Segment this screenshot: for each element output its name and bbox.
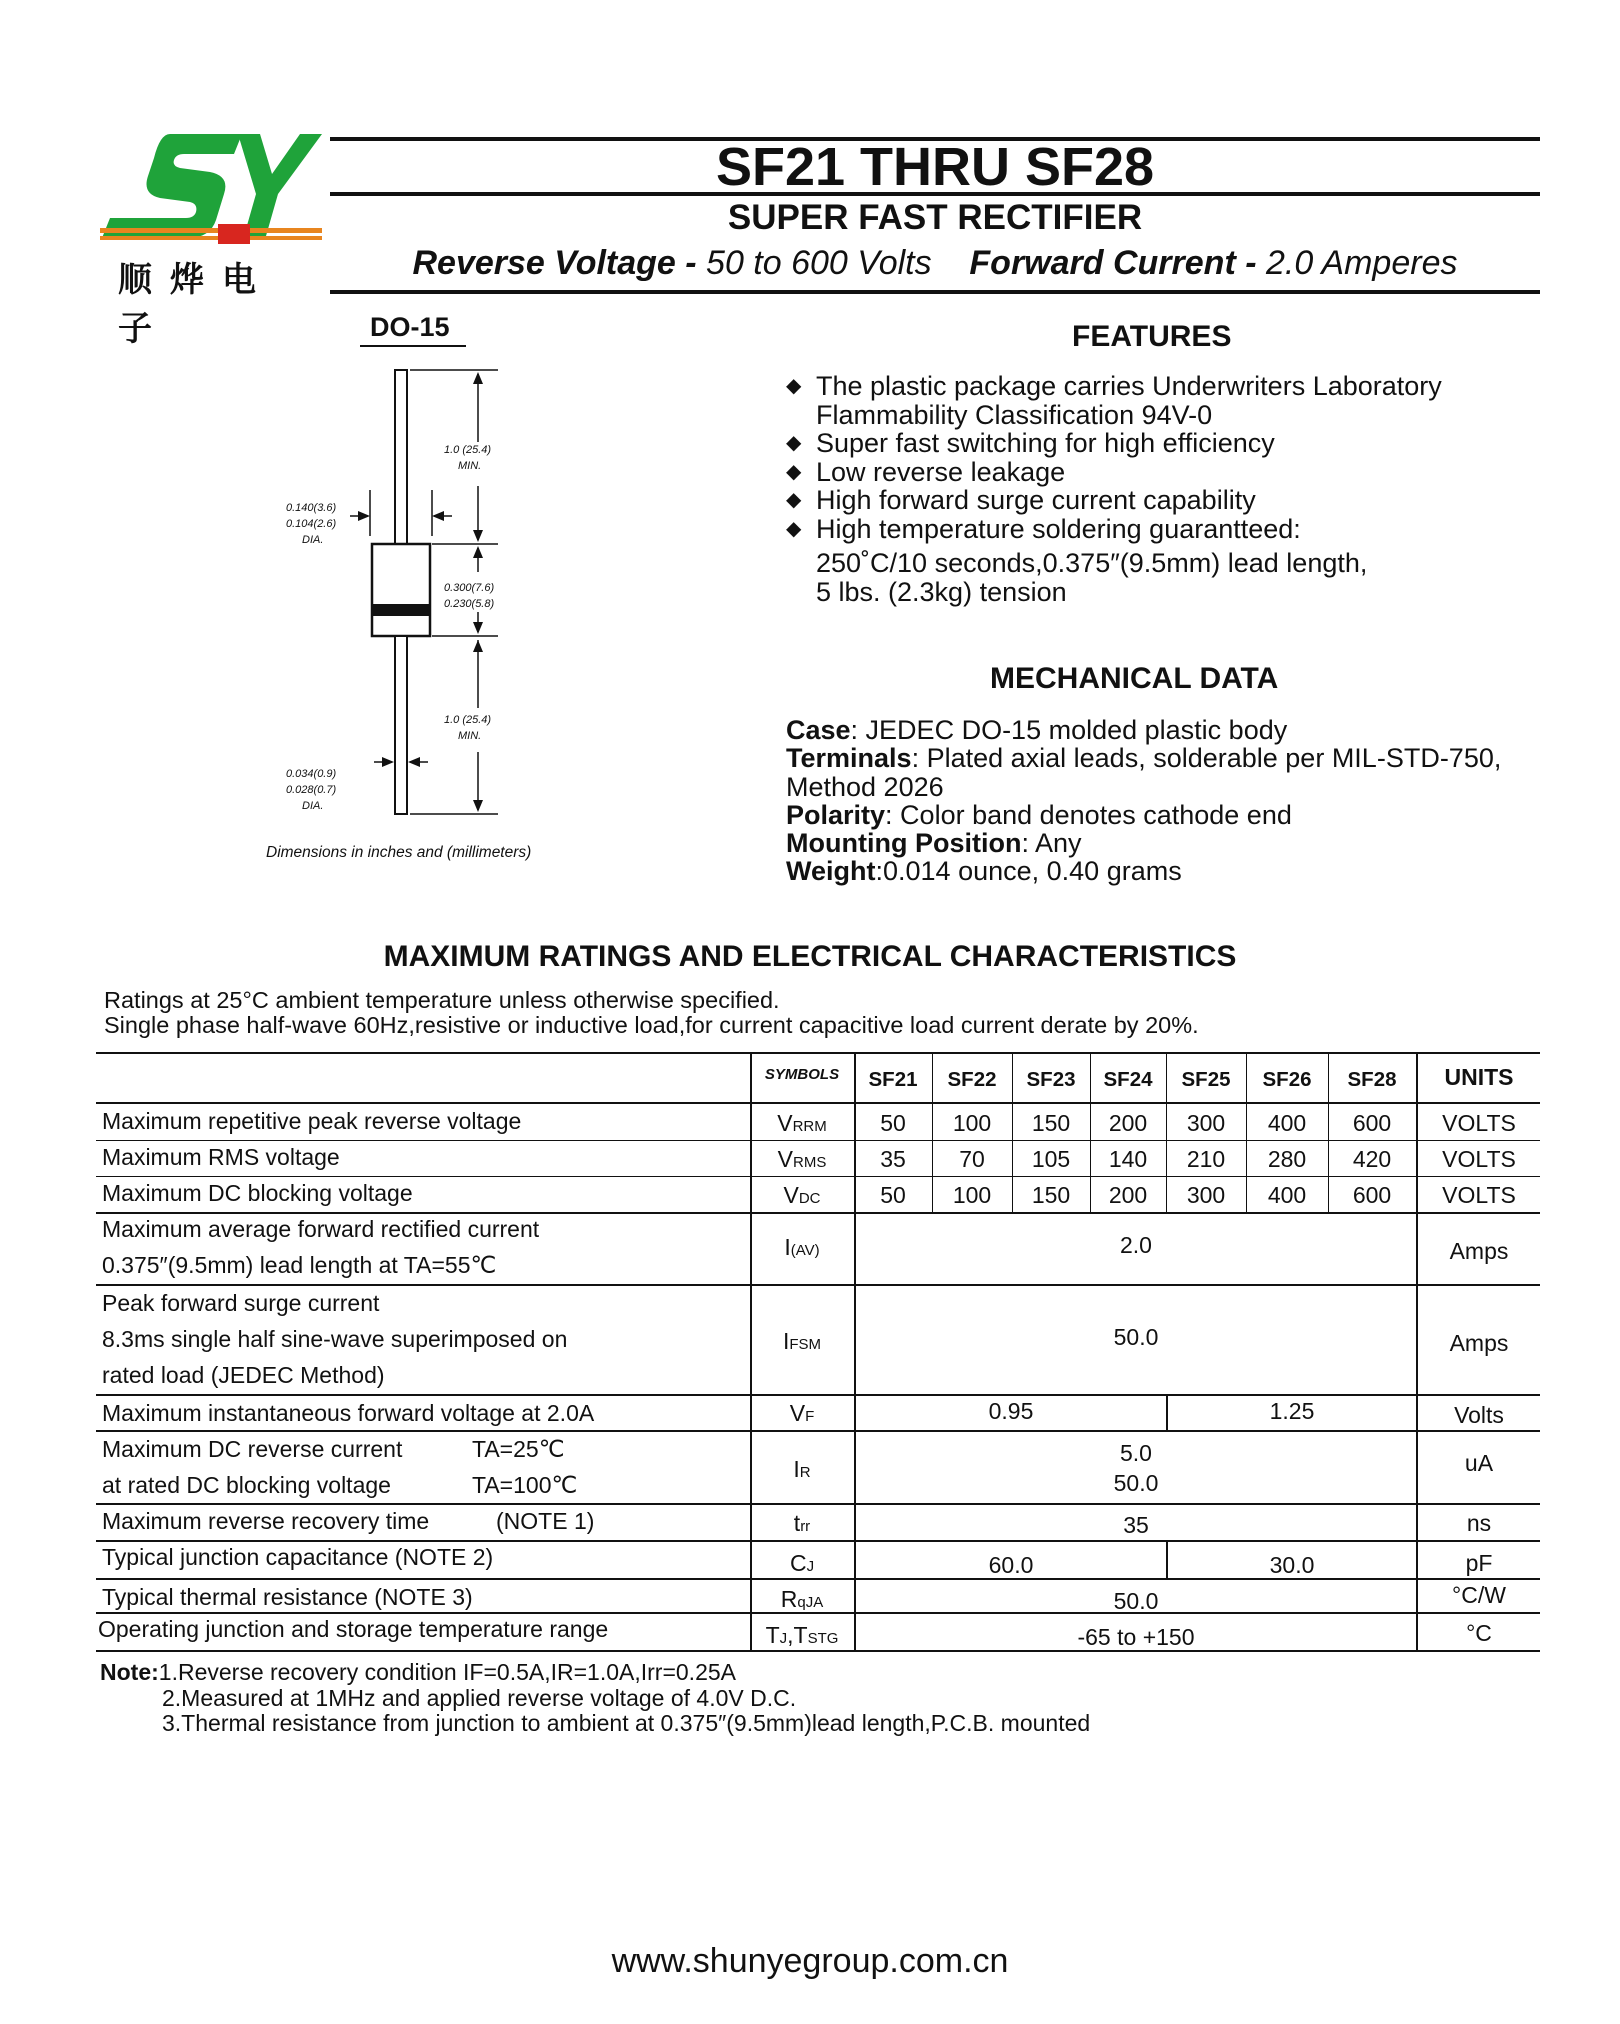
row-symbol: VF xyxy=(789,1400,815,1426)
forward-current-value: 2.0 Amperes xyxy=(1256,244,1458,282)
dim-body-len-max: 0.300(7.6) xyxy=(444,582,495,594)
dim-lead-bottom-min: MIN. xyxy=(458,730,482,742)
row-desc: Operating junction and storage temperature range xyxy=(98,1616,609,1642)
bullet-icon: ◆ xyxy=(786,432,802,454)
package-outline-diagram xyxy=(270,360,530,830)
unit-cell: uA xyxy=(1464,1450,1494,1476)
part-header: SF23 xyxy=(1026,1068,1076,1091)
mechanical-data xyxy=(786,716,1546,886)
row-desc: Typical thermal resistance (NOTE 3) xyxy=(102,1584,473,1610)
value-cell: 150 xyxy=(1031,1182,1071,1208)
condition-line: Ratings at 25°C ambient temperature unless otherwise specified. xyxy=(104,987,780,1013)
row-condition: TA=100℃ xyxy=(472,1472,578,1498)
dim-body-dia-label: DIA. xyxy=(302,534,324,546)
diode-body xyxy=(372,544,430,636)
dim-lead-bottom: 1.0 (25.4) xyxy=(444,714,492,726)
unit-cell: ns xyxy=(1466,1510,1492,1536)
value-cell: 30.0 xyxy=(1269,1552,1315,1578)
dim-body-dia-max: 0.140(3.6) xyxy=(286,502,337,514)
value-cell: 60.0 xyxy=(988,1552,1034,1578)
company-name-cn: 顺烨电子 xyxy=(118,260,274,349)
unit-cell: °C xyxy=(1466,1620,1492,1646)
mech-terminals-cont: Method 2026 xyxy=(786,771,944,802)
value-cell: 600 xyxy=(1352,1182,1392,1208)
value-cell: 1.25 xyxy=(1269,1398,1315,1424)
condition-line: Single phase half-wave 60Hz,resistive or inductive load,for current capacitive load current derate by 20%. xyxy=(104,1012,1199,1038)
value-cell: 50.0 xyxy=(1113,1324,1159,1350)
units-header: UNITS xyxy=(1444,1064,1514,1090)
dim-body-len-min: 0.230(5.8) xyxy=(444,598,495,610)
value-cell: 0.95 xyxy=(988,1398,1034,1424)
value-cell: 70 xyxy=(959,1146,985,1172)
cathode-band xyxy=(372,604,430,616)
value-cell: 50.0 xyxy=(1113,1470,1159,1496)
bottom-lead xyxy=(395,636,407,814)
value-cell: 140 xyxy=(1108,1146,1148,1172)
bullet-icon: ◆ xyxy=(786,375,802,397)
row-desc: Maximum instantaneous forward voltage at 2.0A xyxy=(102,1400,595,1426)
feature-item: ◆ The plastic package carries Underwriters Laboratory xyxy=(786,371,1442,401)
mech-terminals: Terminals: Plated axial leads, solderable per MIL-STD-750, xyxy=(786,743,1502,774)
row-symbol: RqJA xyxy=(780,1586,824,1612)
feature-item: ◆ High forward surge current capability xyxy=(786,485,1256,515)
row-desc: 8.3ms single half sine-wave superimposed on xyxy=(102,1326,568,1352)
row-desc: 0.375″(9.5mm) lead length at TA=55℃ xyxy=(102,1252,497,1278)
row-desc: Typical junction capacitance (NOTE 2) xyxy=(102,1544,494,1570)
top-lead xyxy=(395,370,407,552)
feature-item: ◆ Super fast switching for high efficiency xyxy=(786,428,1275,458)
row-desc: Maximum average forward rectified current xyxy=(102,1216,540,1242)
row-symbol: VRMS xyxy=(777,1146,827,1172)
dimensions-caption: Dimensions in inches and (millimeters) xyxy=(266,844,532,861)
dim-body-dia-min: 0.104(2.6) xyxy=(286,518,337,530)
page-subtitle: SUPER FAST RECTIFIER xyxy=(727,198,1143,237)
row-desc: rated load (JEDEC Method) xyxy=(102,1362,385,1388)
row-condition: TA=25℃ xyxy=(472,1436,565,1462)
value-cell: 35 xyxy=(1123,1512,1149,1538)
row-note: (NOTE 1) xyxy=(496,1508,595,1534)
mech-polarity: Polarity: Color band denotes cathode end xyxy=(786,799,1292,830)
mech-weight: Weight:0.014 ounce, 0.40 grams xyxy=(786,856,1182,887)
value-cell: 50 xyxy=(880,1182,906,1208)
row-desc: Maximum RMS voltage xyxy=(102,1144,340,1170)
bullet-icon: ◆ xyxy=(786,460,802,483)
value-cell: 600 xyxy=(1352,1110,1392,1136)
ratings-heading: MAXIMUM RATINGS AND ELECTRICAL CHARACTERISTICS xyxy=(383,940,1237,973)
unit-cell: °C/W xyxy=(1452,1582,1506,1608)
dim-lead-top-min: MIN. xyxy=(458,460,482,472)
value-cell: 300 xyxy=(1186,1110,1226,1136)
part-header: SF21 xyxy=(868,1068,918,1091)
row-symbol: IR xyxy=(793,1456,811,1482)
value-cell: 210 xyxy=(1186,1146,1226,1172)
row-symbol: VDC xyxy=(783,1182,821,1208)
ratings-summary xyxy=(330,244,1540,283)
page-title: SF21 THRU SF28 xyxy=(715,137,1155,197)
value-cell: 5.0 xyxy=(1120,1440,1152,1466)
unit-cell: Amps xyxy=(1449,1238,1509,1264)
row-desc: Peak forward surge current xyxy=(102,1290,380,1316)
value-cell: 300 xyxy=(1186,1182,1226,1208)
row-symbol: trr xyxy=(793,1510,811,1536)
bullet-icon: ◆ xyxy=(786,489,802,511)
feature-item: ◆ High temperature soldering guarantteed: xyxy=(786,513,1301,544)
value-cell: 35 xyxy=(880,1146,906,1172)
dim-lead-dia-max: 0.034(0.9) xyxy=(286,768,337,780)
value-cell: 280 xyxy=(1267,1146,1307,1172)
row-desc: at rated DC blocking voltage xyxy=(102,1472,391,1498)
dim-lead-dia-label: DIA. xyxy=(302,800,324,812)
row-desc: Maximum DC reverse current xyxy=(102,1436,403,1462)
unit-cell: VOLTS xyxy=(1442,1146,1516,1172)
dim-lead-top: 1.0 (25.4) xyxy=(444,444,492,456)
value-cell: 2.0 xyxy=(1120,1232,1152,1258)
sy-logo-icon xyxy=(100,128,322,248)
reverse-voltage-label: Reverse Voltage - xyxy=(412,244,697,282)
part-header: SF24 xyxy=(1103,1068,1153,1091)
bullet-icon: ◆ xyxy=(786,517,802,540)
note-1: Note:1.Reverse recovery condition IF=0.5A,IR=1.0A,Irr=0.25A xyxy=(100,1659,736,1685)
unit-cell: VOLTS xyxy=(1442,1110,1516,1136)
footer-url[interactable]: www.shunyegroup.com.cn xyxy=(611,1942,1009,1980)
value-cell: 420 xyxy=(1352,1146,1392,1172)
value-cell: 150 xyxy=(1031,1110,1071,1136)
notes xyxy=(100,1660,1090,1737)
feature-item: ◆ Low reverse leakage xyxy=(786,456,1066,487)
feature-item-cont: Flammability Classification 94V-0 xyxy=(816,399,1213,430)
value-cell: 50.0 xyxy=(1113,1588,1159,1614)
part-header: SF25 xyxy=(1181,1068,1231,1091)
value-cell: 200 xyxy=(1108,1110,1148,1136)
unit-cell: VOLTS xyxy=(1442,1182,1516,1208)
value-cell: 100 xyxy=(952,1110,992,1136)
symbols-header: SYMBOLS xyxy=(764,1066,840,1083)
ratings-conditions xyxy=(104,988,1199,1038)
row-symbol: CJ xyxy=(789,1550,815,1576)
unit-cell: Amps xyxy=(1449,1330,1509,1356)
company-logo xyxy=(100,128,322,349)
value-cell: 400 xyxy=(1267,1110,1307,1136)
header-rule-bottom xyxy=(330,290,1540,294)
package-label-underline xyxy=(360,345,466,347)
note-2: 2.Measured at 1MHz and applied reverse voltage of 4.0V D.C. xyxy=(162,1684,797,1711)
part-header: SF28 xyxy=(1347,1068,1397,1091)
row-symbol: VRRM xyxy=(777,1110,827,1136)
features-list xyxy=(786,372,1546,606)
value-cell: 100 xyxy=(952,1182,992,1208)
row-symbol: IFSM xyxy=(782,1328,822,1354)
value-cell: 400 xyxy=(1267,1182,1307,1208)
row-symbol: I(AV) xyxy=(784,1234,820,1260)
unit-cell: Volts xyxy=(1454,1402,1504,1428)
package-label: DO-15 xyxy=(370,312,450,342)
forward-current-label: Forward Current - xyxy=(969,244,1257,282)
row-desc: Maximum repetitive peak reverse voltage xyxy=(102,1108,522,1134)
mechanical-heading: MECHANICAL DATA xyxy=(990,662,1279,695)
row-desc: Maximum DC blocking voltage xyxy=(102,1180,413,1206)
part-header: SF22 xyxy=(947,1068,997,1091)
note-3: 3.Thermal resistance from junction to ambient at 0.375″(9.5mm)lead length,P.C.B. mounted xyxy=(162,1710,1091,1736)
reverse-voltage-value: 50 to 600 Volts xyxy=(696,244,932,282)
part-header: SF26 xyxy=(1262,1068,1312,1091)
row-symbol: TJ,TSTG xyxy=(765,1622,839,1648)
value-cell: 105 xyxy=(1031,1146,1071,1172)
mech-case: Case: JEDEC DO-15 molded plastic body xyxy=(786,715,1288,745)
feature-item-cont: 250˚C/10 seconds,0.375″(9.5mm) lead length, xyxy=(816,548,1368,578)
feature-item-cont: 5 lbs. (2.3kg) tension xyxy=(816,576,1067,607)
value-cell: 50 xyxy=(880,1110,906,1136)
value-cell: -65 to +150 xyxy=(1077,1624,1195,1650)
unit-cell: pF xyxy=(1465,1550,1493,1576)
value-cell: 200 xyxy=(1108,1182,1148,1208)
row-desc: Maximum reverse recovery time xyxy=(102,1508,430,1534)
features-heading: FEATURES xyxy=(1072,320,1232,353)
mech-mounting: Mounting Position: Any xyxy=(786,828,1082,859)
dim-lead-dia-min: 0.028(0.7) xyxy=(286,784,337,796)
